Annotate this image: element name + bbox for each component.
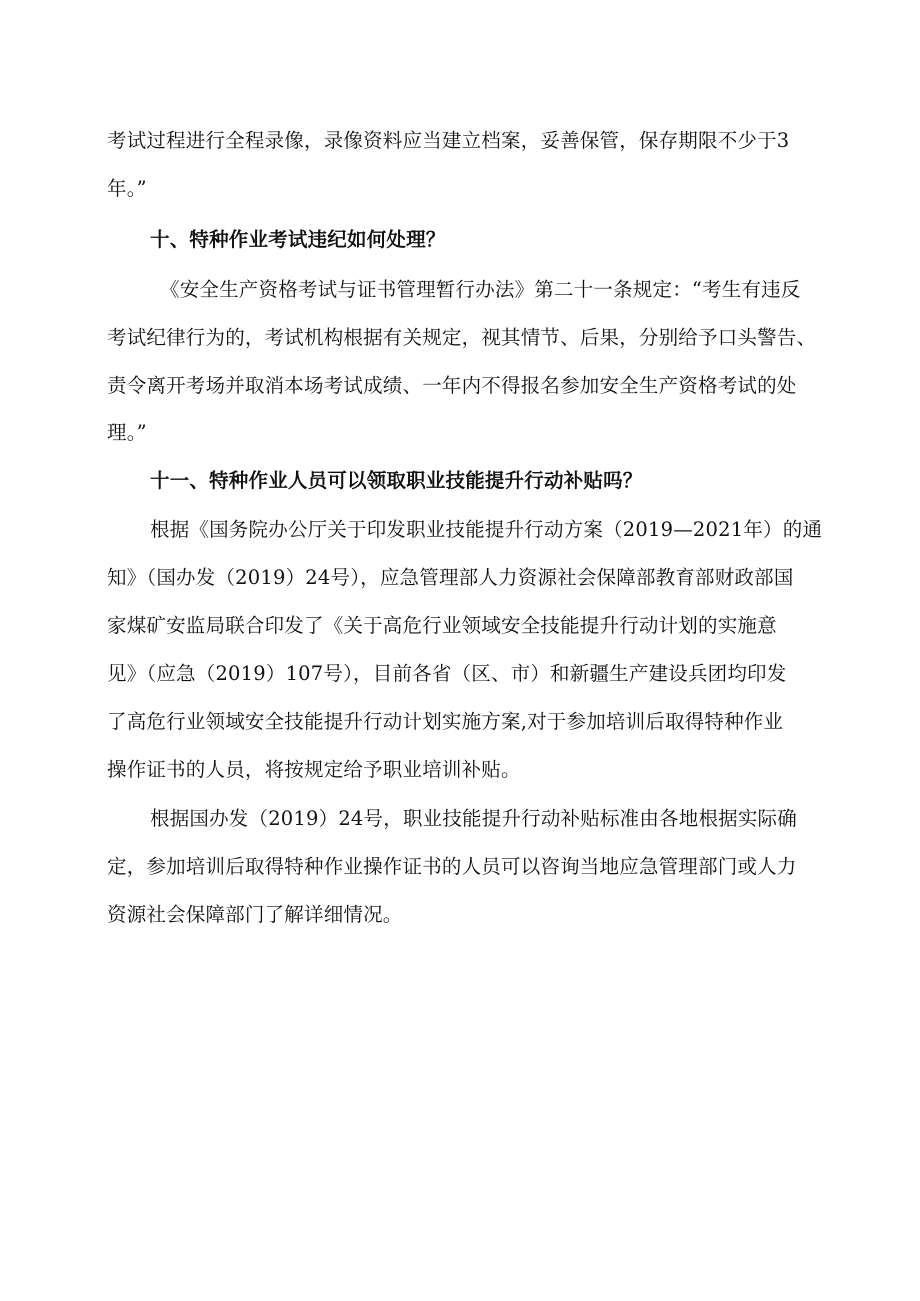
section-heading-11: 十一、特种作业人员可以领取职业技能提升行动补贴吗？ [150,469,643,492]
paragraph-line: 家煤矿安监局联合印发了《关于高危行业领域安全技能提升行动计划的实施意 [107,614,777,637]
paragraph-line: 《安全生产资格考试与证书管理暂行办法》第二十一条规定：“考生有违反 [160,278,801,301]
section-heading-10: 十、特种作业考试违纪如何处理？ [150,228,446,251]
paragraph-line: 见》（应急（2019）107号），目前各省（区、市）和新疆生产建设兵团均印发 [107,662,787,685]
paragraph-line: 理。” [107,421,147,444]
paragraph-line: 根据国办发（2019）24号，职业技能提升行动补贴标准由各地根据实际确 [150,807,797,830]
paragraph-line: 了高危行业领域安全技能提升行动计划实施方案,对于参加培训后取得特种作业 [107,710,784,733]
paragraph-line: 责令离开考场并取消本场考试成绩、一年内不得报名参加安全生产资格考试的处 [107,374,797,397]
paragraph-line: 考试过程进行全程录像，录像资料应当建立档案，妥善保管，保存期限不少于3 [107,129,790,152]
paragraph-line: 考试纪律行为的，考试机构根据有关规定，视其情节、后果，分别给予口头警告、 [107,326,817,349]
paragraph-line: 年。” [107,177,147,200]
paragraph-line: 知》（国办发（2019）24号），应急管理部人力资源社会保障部教育部财政部国 [107,566,794,589]
paragraph-line: 操作证书的人员，将按规定给予职业培训补贴。 [107,758,521,781]
paragraph-line: 根据《国务院办公厅关于印发职业技能提升行动方案（2019—2021年）的通 [150,518,823,541]
paragraph-line: 定，参加培训后取得特种作业操作证书的人员可以咨询当地应急管理部门或人力 [107,855,797,878]
paragraph-line: 资源社会保障部门了解详细情况。 [107,903,403,926]
